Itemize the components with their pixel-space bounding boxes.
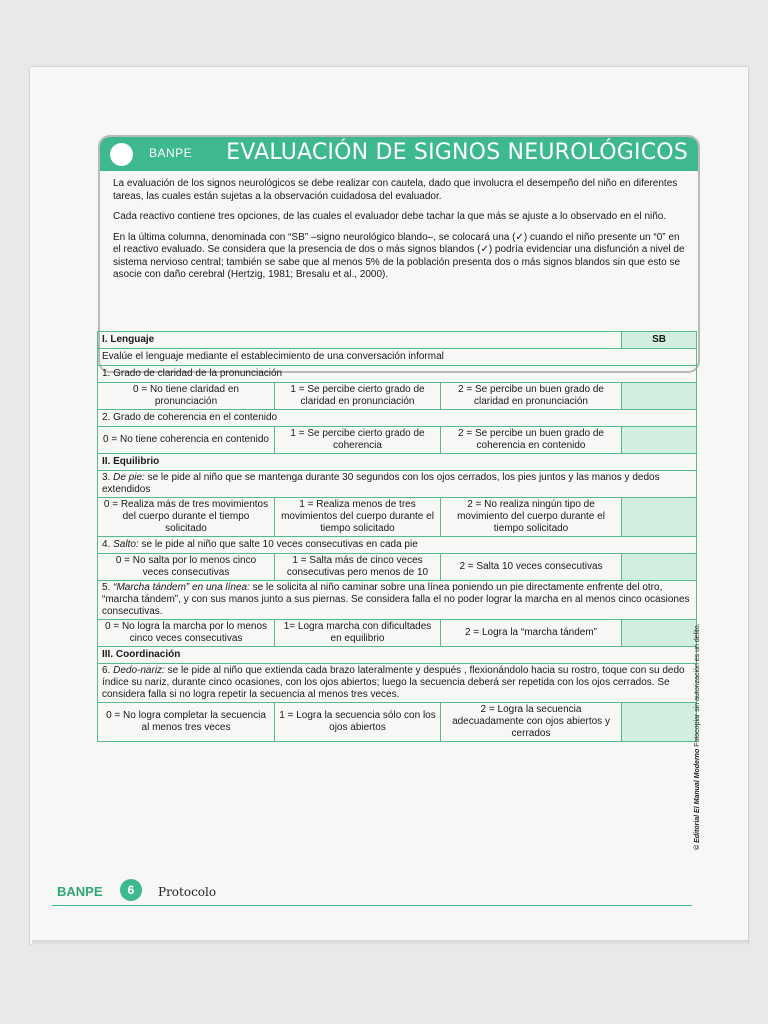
item-2-label: 2. Grado de coherencia en el contenido bbox=[98, 410, 697, 427]
section-lenguaje: I. Lenguaje bbox=[98, 332, 622, 349]
circle-icon bbox=[110, 143, 133, 166]
item-4-label: 4. Salto: se le pide al niño que salte 10 veces consecutivas en cada pie bbox=[98, 537, 697, 554]
item-6-label: 6. Dedo-nariz: se le pide al niño que extienda cada brazo lateralmente y después , flexionándolo hacia su rostro, toque con su dedo índice su nariz, durante cinco ocasiones, con los ojos abiertos; luego la secuencia deberá ser repetida con los ojos cerrados. Se considera falla si no logra repetir la secuencia al menos tres veces. bbox=[98, 664, 697, 703]
item-4-sb-cell[interactable] bbox=[622, 554, 697, 581]
item-3-sb-cell[interactable] bbox=[622, 498, 697, 537]
item-5-option-0[interactable]: 0 = No logra la marcha por lo menos cinco veces consecutivas bbox=[98, 620, 275, 647]
title-banner bbox=[100, 137, 698, 171]
copyright-note: © Editorial El Manual Moderno Fotocopiar sin autorización es un delito. bbox=[694, 623, 701, 850]
intro-paragraph-3: En la última columna, denominada con “SB” –signo neurológico blando–, se colocará una (✓) cuando el niño presente un “0” en el reactivo evaluado. Se considera que la presencia de dos o más signos blandos (✓) podría evidenciar una disfunción a nivel de sistema nervioso central; también se sabe que al menos 5% de la población presenta dos o más signos blandos sin que esto se asocie con daño cerebral (Hertzig, 1981; Bresalu et al., 2000). bbox=[113, 231, 685, 280]
footer-label: Protocolo bbox=[158, 885, 217, 899]
item-5-option-1[interactable]: 1= Logra marcha con dificultades en equilibrio bbox=[275, 620, 441, 647]
footer-divider bbox=[52, 905, 692, 906]
banner-tag: BANPE bbox=[149, 146, 193, 160]
item-4-option-1[interactable]: 1 = Salta más de cinco veces consecutivas pero menos de 10 bbox=[275, 554, 441, 581]
item-2-option-2[interactable]: 2 = Se percibe un buen grado de coherencia en contenido bbox=[441, 427, 622, 454]
item-6-option-0[interactable]: 0 = No logra completar la secuencia al menos tres veces bbox=[98, 703, 275, 742]
item-1-option-1[interactable]: 1 = Se percibe cierto grado de claridad en pronunciación bbox=[275, 383, 441, 410]
item-2-sb-cell[interactable] bbox=[622, 427, 697, 454]
sb-column-header: SB bbox=[622, 332, 697, 349]
item-6-option-1[interactable]: 1 = Logra la secuencia sólo con los ojos abiertos bbox=[275, 703, 441, 742]
page-sheet bbox=[30, 67, 748, 944]
item-3-option-1[interactable]: 1 = Realiza menos de tres movimientos del cuerpo durante el tiempo solicitado bbox=[275, 498, 441, 537]
intro-paragraph-2: Cada reactivo contiene tres opciones, de las cuales el evaluador debe tachar la que más se ajuste a lo observado en el niño. bbox=[113, 211, 667, 222]
item-5-label: 5. “Marcha tándem” en una línea: se le solicita al niño caminar sobre una línea poniendo un pie directamente enfrente del otro, “marcha tándem”, y con sus manos junto a sus piernas. Se considera falla el no poder lograr la marcha en al menos cinco ocasiones consecutivas. bbox=[98, 581, 697, 620]
item-1-label: 1. Grado de claridad de la pronunciación bbox=[98, 366, 697, 383]
page-number: 6 bbox=[120, 879, 142, 901]
item-6-option-2[interactable]: 2 = Logra la secuencia adecuadamente con ojos abiertos y cerrados bbox=[441, 703, 622, 742]
item-3-option-2[interactable]: 2 = No realiza ningún tipo de movimiento del cuerpo durante el tiempo solicitado bbox=[441, 498, 622, 537]
footer-brand: BANPE bbox=[57, 884, 103, 899]
intro-paragraph-1: La evaluación de los signos neurológicos se debe realizar con cautela, dado que involucra el desempeño del niño en diferentes tareas, las cuales están sujetas a la observación cuidadosa del evaluador. bbox=[113, 178, 678, 202]
item-5-sb-cell[interactable] bbox=[622, 620, 697, 647]
section-coordinacion: III. Coordinación bbox=[98, 647, 697, 664]
item-4-option-2[interactable]: 2 = Salta 10 veces consecutivas bbox=[441, 554, 622, 581]
item-2-option-1[interactable]: 1 = Se percibe cierto grado de coherencia bbox=[275, 427, 441, 454]
item-1-sb-cell[interactable] bbox=[622, 383, 697, 410]
item-6-sb-cell[interactable] bbox=[622, 703, 697, 742]
item-1-option-2[interactable]: 2 = Se percibe un buen grado de claridad en pronunciación bbox=[441, 383, 622, 410]
page-edge bbox=[32, 940, 748, 946]
item-2-option-0[interactable]: 0 = No tiene coherencia en contenido bbox=[98, 427, 275, 454]
lenguaje-instruction: Evalúe el lenguaje mediante el establecimiento de una conversación informal bbox=[98, 349, 697, 366]
item-3-label: 3. De pie: se le pide al niño que se mantenga durante 30 segundos con los ojos cerrados, los pies juntos y las manos y dedos extendidos bbox=[98, 471, 697, 498]
page-title: EVALUACIÓN DE SIGNOS NEUROLÓGICOS bbox=[226, 140, 688, 165]
item-1-option-0[interactable]: 0 = No tiene claridad en pronunciación bbox=[98, 383, 275, 410]
evaluation-table bbox=[97, 331, 697, 742]
item-4-option-0[interactable]: 0 = No salta por lo menos cinco veces consecutivas bbox=[98, 554, 275, 581]
section-equilibrio: II. Equilibrio bbox=[98, 454, 697, 471]
item-3-option-0[interactable]: 0 = Realiza más de tres movimientos del cuerpo durante el tiempo solicitado bbox=[98, 498, 275, 537]
item-5-option-2[interactable]: 2 = Logra la “marcha tándem” bbox=[441, 620, 622, 647]
